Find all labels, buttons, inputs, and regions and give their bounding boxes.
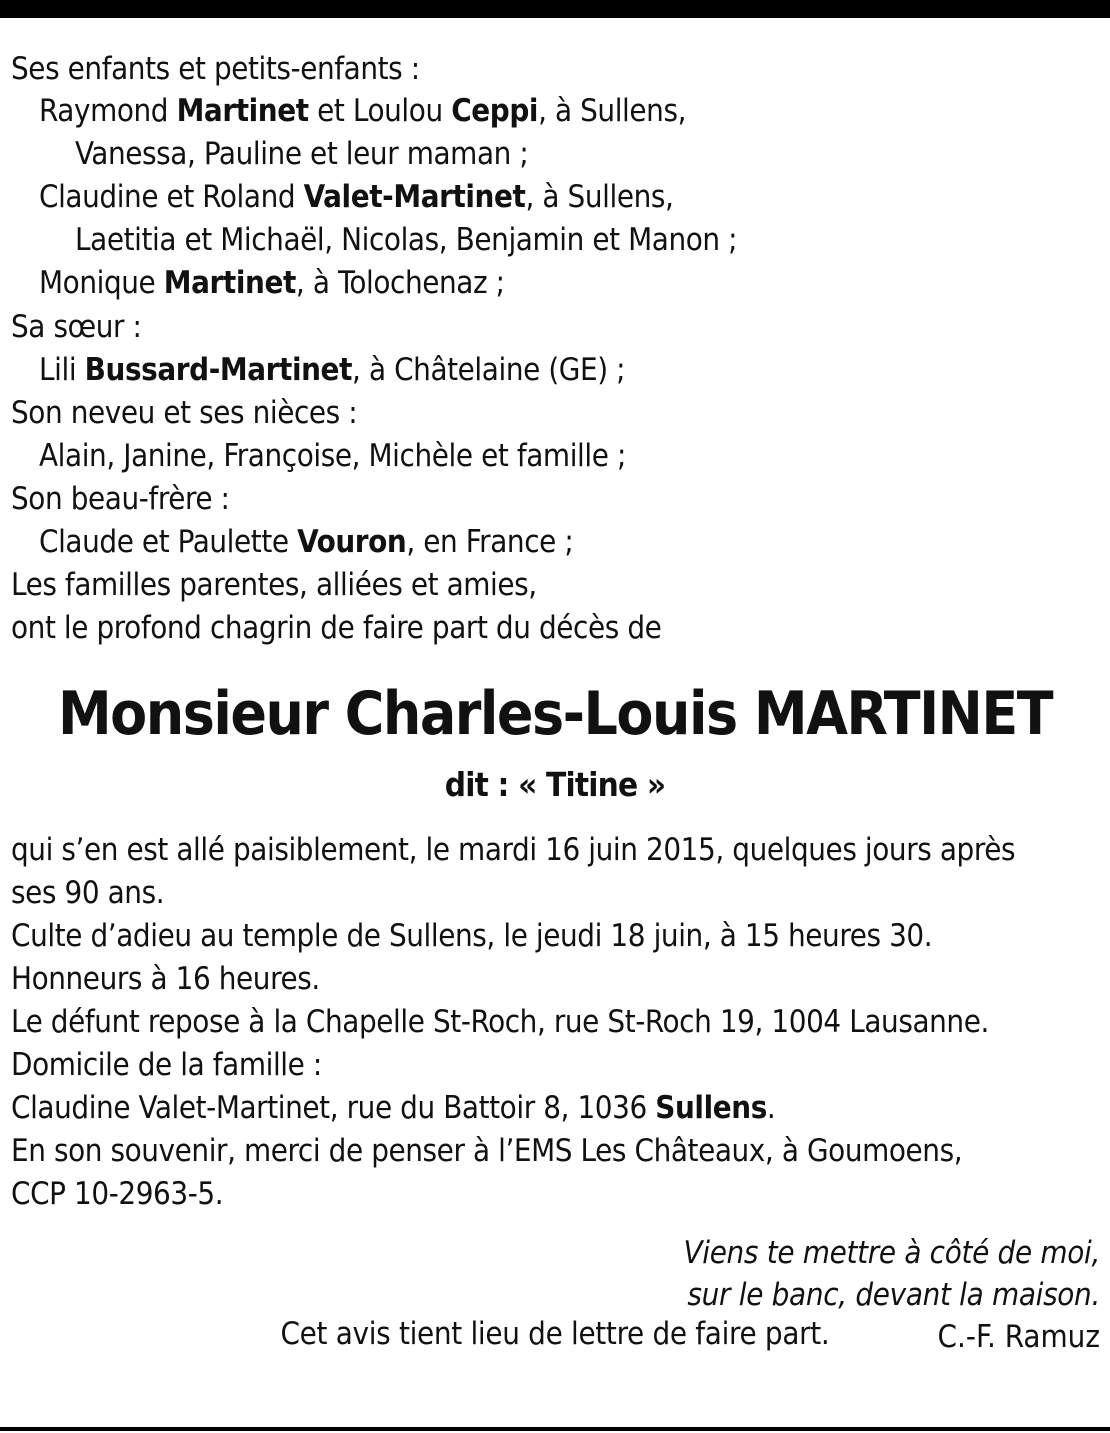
family-line: Raymond Martinet et Loulou Ceppi, à Sullens,	[39, 93, 687, 129]
footer-note: Cet avis tient lieu de lettre de faire part.	[280, 1316, 830, 1352]
family-line: Laetitia et Michaël, Nicolas, Benjamin et Manon ;	[75, 222, 738, 258]
top-border	[0, 0, 1110, 18]
detail-line: Claudine Valet-Martinet, rue du Battoir 8, 1036 Sullens.	[11, 1090, 776, 1126]
sister-heading: Sa sœur :	[11, 309, 142, 345]
nephew-heading: Son neveu et ses nièces :	[11, 395, 358, 431]
children-heading: Ses enfants et petits-enfants :	[11, 51, 420, 87]
family-line: Vanessa, Pauline et leur maman ;	[75, 136, 529, 172]
detail-line: ses 90 ans.	[11, 875, 165, 911]
detail-line: En son souvenir, merci de penser à l’EMS Les Châteaux, à Goumoens,	[11, 1133, 963, 1169]
detail-line: qui s’en est allé paisiblement, le mardi 16 juin 2015, quelques jours après	[11, 832, 1016, 868]
detail-line: Culte d’adieu au temple de Sullens, le jeudi 18 juin, à 15 heures 30.	[11, 918, 933, 954]
quote-author: C.-F. Ramuz	[937, 1319, 1100, 1355]
quote-line: sur le banc, devant la maison.	[687, 1277, 1100, 1313]
deceased-name: Monsieur Charles-Louis MARTINET	[57, 679, 1053, 749]
quote-line: Viens te mettre à côté de moi,	[683, 1235, 1100, 1271]
detail-line: CCP 10-2963-5.	[11, 1176, 224, 1212]
detail-line: Le défunt repose à la Chapelle St-Roch, rue St-Roch 19, 1004 Lausanne.	[11, 1004, 989, 1040]
announcement-line: ont le profond chagrin de faire part du décès de	[11, 610, 662, 646]
family-line: Monique Martinet, à Tolochenaz ;	[39, 265, 505, 301]
brother-in-law-heading: Son beau-frère :	[11, 481, 230, 517]
family-line: Claudine et Roland Valet-Martinet, à Sullens,	[39, 179, 674, 215]
family-line: Alain, Janine, Françoise, Michèle et famille ;	[39, 438, 626, 474]
detail-line: Honneurs à 16 heures.	[11, 961, 320, 997]
detail-line: Domicile de la famille :	[11, 1047, 322, 1083]
deceased-nickname: dit : « Titine »	[444, 765, 666, 804]
bottom-border	[0, 1427, 1110, 1431]
family-line: Claude et Paulette Vouron, en France ;	[39, 524, 574, 560]
family-line: Les familles parentes, alliées et amies,	[11, 567, 537, 603]
family-line: Lili Bussard-Martinet, à Châtelaine (GE) ;	[39, 352, 626, 388]
